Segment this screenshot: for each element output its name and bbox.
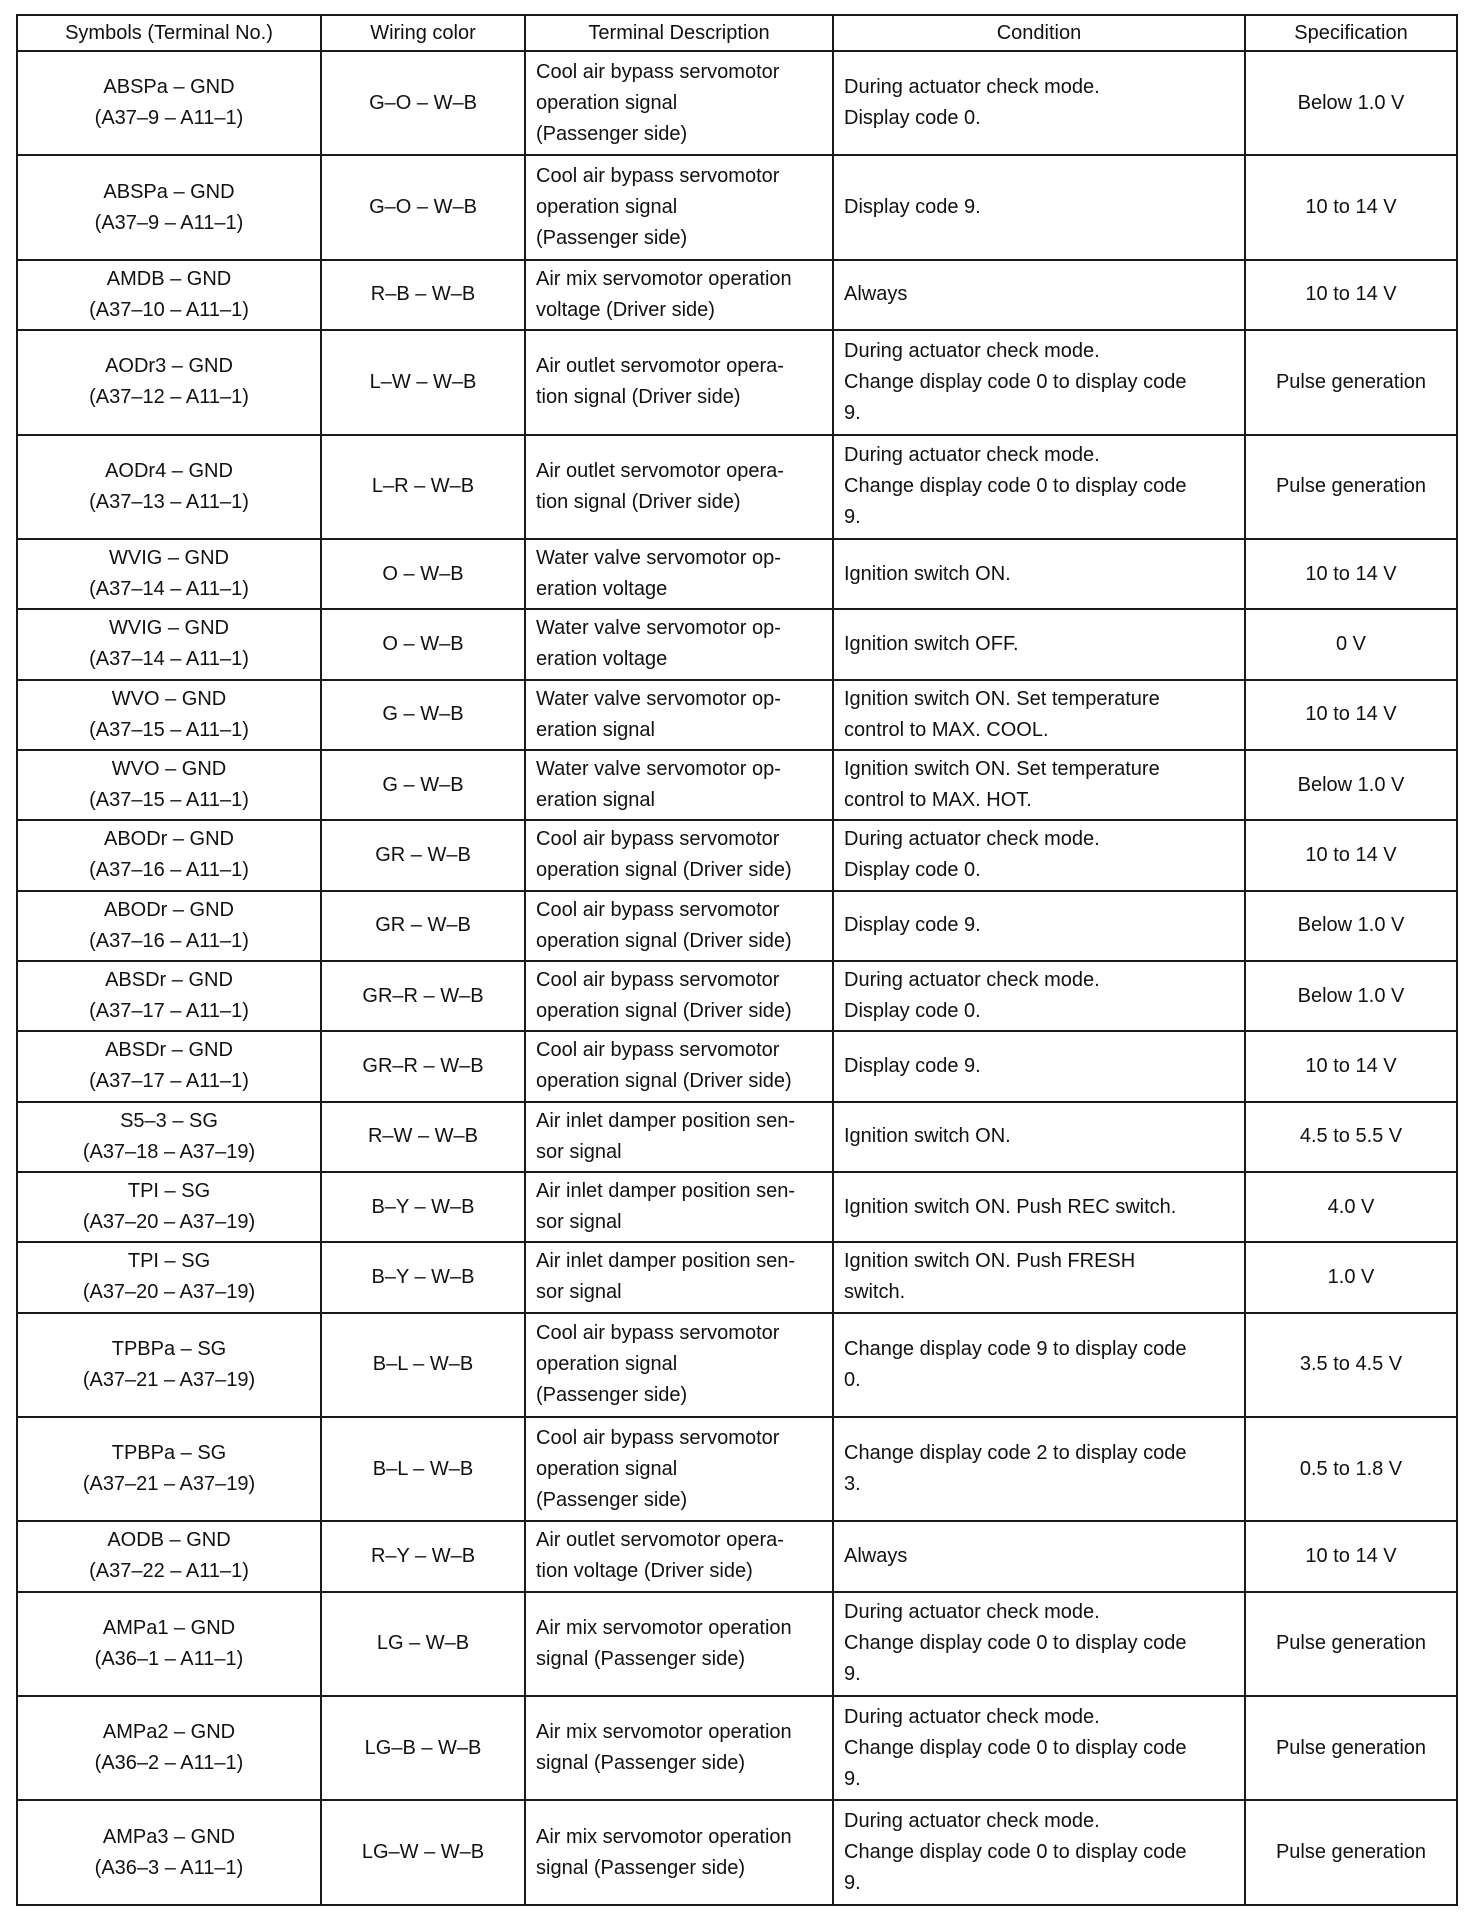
condition-cell [833,435,1245,539]
condition-cell-line: 3. [844,1473,861,1496]
condition-cell-line: 0. [844,1368,861,1391]
condition-cell-line: During actuator check mode. [844,444,1100,467]
symbol-cell-line: (A37–16 – A11–1) [89,929,249,952]
condition-cell-line: Ignition switch ON. Set temperature [844,687,1160,710]
specification-cell: 10 to 14 V [1245,155,1457,259]
symbol-cell [17,750,321,820]
description-cell-line: (Passenger side) [536,1384,688,1407]
condition-cell [833,1031,1245,1101]
description-cell-line: signal (Passenger side) [536,1752,745,1775]
condition-cell-line: During actuator check mode. [844,1810,1100,1833]
condition-cell-line: Change display code 0 to display code [844,1841,1187,1864]
symbol-cell-line: WVO – GND [111,758,227,781]
condition-cell [833,1800,1245,1905]
symbol-cell-line: (A37–10 – A11–1) [89,298,249,321]
condition-cell [833,1172,1245,1242]
terminal-spec-table [16,14,1458,1906]
symbol-cell-line: WVIG – GND [108,617,229,640]
description-cell [525,1031,833,1101]
table-row [17,680,1457,750]
condition-cell [833,1696,1245,1800]
description-cell [525,155,833,259]
condition-cell-line: Ignition switch ON. Push FRESH [844,1250,1136,1273]
condition-cell-line: control to MAX. COOL. [844,718,1049,741]
symbol-cell-line: (A37–9 – A11–1) [94,211,244,234]
symbol-cell [17,1521,321,1591]
symbol-cell [17,820,321,890]
description-cell-line: Water valve servomotor op- [536,547,781,570]
specification-cell: 4.5 to 5.5 V [1245,1102,1457,1172]
description-cell [525,1521,833,1591]
description-cell-line: Cool air bypass servomotor [536,1039,780,1062]
description-cell-line: sor signal [536,1140,622,1163]
symbol-cell [17,330,321,434]
table-row [17,750,1457,820]
description-cell-line: Air inlet damper position sen- [536,1109,796,1132]
symbol-cell [17,891,321,961]
wiring-color-cell: R–W – W–B [321,1102,525,1172]
description-cell-line: Air mix servomotor operation [536,1721,792,1744]
condition-cell-line: Change display code 0 to display code [844,475,1187,498]
condition-cell-line: switch. [844,1281,906,1304]
wiring-color-cell: GR – W–B [321,820,525,890]
wiring-color-cell: G – W–B [321,750,525,820]
condition-cell-line: Ignition switch ON. Push REC switch. [844,1195,1177,1218]
specification-cell: Pulse generation [1245,435,1457,539]
condition-cell-line: Change display code 0 to display code [844,370,1187,393]
description-cell-line: operation signal (Driver side) [536,929,792,952]
description-cell [525,539,833,609]
symbol-cell-line: TPI – SG [127,1180,211,1202]
symbol-cell-line: AODr3 – GND [105,355,233,378]
description-cell [525,1696,833,1800]
table-header-row [17,15,1457,51]
description-cell [525,891,833,961]
symbol-cell-line: ABODr – GND [103,898,235,921]
symbol-cell-line: ABSPa – GND [103,76,235,99]
symbol-cell [17,1313,321,1417]
symbol-cell-line: (A37–13 – A11–1) [89,490,249,513]
condition-cell-line: During actuator check mode. [844,339,1100,362]
specification-cell: 10 to 14 V [1245,820,1457,890]
symbol-cell-line: (A37–21 – A37–19) [82,1473,256,1496]
description-cell-line: eration signal [536,789,655,812]
description-cell-line: operation signal [536,196,678,219]
condition-cell-line: Display code 0. [844,107,981,130]
condition-cell [833,1242,1245,1312]
description-cell-line: Air mix servomotor operation [536,267,792,290]
specification-cell: 0 V [1245,609,1457,679]
wiring-color-cell: LG – W–B [321,1592,525,1696]
table-row [17,330,1457,434]
description-cell [525,820,833,890]
symbol-cell-line: (A37–20 – A37–19) [82,1211,256,1233]
description-cell-line: Air inlet damper position sen- [536,1180,796,1202]
condition-cell-line: Ignition switch ON. [844,562,1011,585]
description-cell-line: tion signal (Driver side) [536,386,741,409]
specification-cell: Pulse generation [1245,1592,1457,1696]
table-row [17,1102,1457,1172]
description-cell-line: tion signal (Driver side) [536,490,741,513]
specification-cell: Pulse generation [1245,1696,1457,1800]
symbol-cell-line: (A37–16 – A11–1) [89,859,249,882]
description-cell-line: tion voltage (Driver side) [536,1560,753,1583]
symbol-cell [17,680,321,750]
condition-cell-line: Display code 9. [844,914,981,937]
description-cell-line: signal (Passenger side) [536,1647,745,1670]
symbol-cell-line: TPBPa – SG [111,1442,227,1465]
description-cell-line: Air outlet servomotor opera- [536,459,784,482]
wiring-color-cell: G–O – W–B [321,155,525,259]
description-cell-line: (Passenger side) [536,227,688,250]
description-cell-line: eration signal [536,718,655,741]
condition-cell-line: 9. [844,401,861,424]
condition-cell [833,680,1245,750]
header-symbols: Symbols (Terminal No.) [17,15,321,51]
wiring-color-cell: R–B – W–B [321,260,525,330]
symbol-cell-line: AMPa2 – GND [102,1721,236,1744]
description-cell-line: Air inlet damper position sen- [536,1250,796,1273]
wiring-color-cell: GR–R – W–B [321,961,525,1031]
condition-cell-line: Display code 9. [844,1054,981,1077]
description-cell-line: Cool air bypass servomotor [536,969,780,992]
condition-cell [833,51,1245,155]
specification-cell: 10 to 14 V [1245,539,1457,609]
description-cell [525,260,833,330]
description-cell-line: Cool air bypass servomotor [536,1322,780,1345]
header-specification: Specification [1245,15,1457,51]
symbol-cell-line: (A37–17 – A11–1) [89,1070,249,1093]
condition-cell [833,539,1245,609]
specification-cell: Below 1.0 V [1245,750,1457,820]
condition-cell-line: Always [844,283,908,306]
table-row [17,1242,1457,1312]
description-cell-line: operation signal (Driver side) [536,1070,792,1093]
condition-cell-line: 9. [844,1767,861,1790]
description-cell-line: Cool air bypass servomotor [536,60,780,83]
symbol-cell-line: TPI – SG [127,1250,211,1273]
condition-cell [833,260,1245,330]
table-row [17,1696,1457,1800]
condition-cell [833,1417,1245,1521]
specification-cell: 0.5 to 1.8 V [1245,1417,1457,1521]
specification-cell: Pulse generation [1245,330,1457,434]
symbol-cell-line: (A37–20 – A37–19) [82,1281,256,1304]
description-cell-line: Cool air bypass servomotor [536,828,780,851]
symbol-cell-line: WVIG – GND [108,547,229,570]
symbol-cell-line: (A37–15 – A11–1) [89,718,249,741]
condition-cell [833,155,1245,259]
wiring-color-cell: LG–B – W–B [321,1696,525,1800]
symbol-cell-line: (A37–18 – A37–19) [82,1140,256,1163]
condition-cell [833,961,1245,1031]
condition-cell-line: control to MAX. HOT. [844,789,1032,812]
description-cell-line: Water valve servomotor op- [536,617,781,640]
symbol-cell [17,260,321,330]
description-cell [525,609,833,679]
symbol-cell [17,1592,321,1696]
wiring-color-cell: GR – W–B [321,891,525,961]
condition-cell-line: Display code 0. [844,1000,981,1023]
specification-cell: 10 to 14 V [1245,260,1457,330]
description-cell-line: (Passenger side) [536,122,688,145]
description-cell [525,435,833,539]
symbol-cell-line: AMDB – GND [106,267,232,290]
wiring-color-cell: B–Y – W–B [321,1172,525,1242]
description-cell-line: signal (Passenger side) [536,1856,745,1879]
wiring-color-cell: LG–W – W–B [321,1800,525,1905]
condition-cell [833,330,1245,434]
description-cell [525,330,833,434]
description-cell-line: eration voltage [536,578,668,601]
description-cell-line: operation signal [536,1353,678,1376]
condition-cell [833,1102,1245,1172]
description-cell-line: Air mix servomotor operation [536,1616,792,1639]
symbol-cell-line: AMPa3 – GND [102,1825,236,1848]
wiring-color-cell: L–W – W–B [321,330,525,434]
table-row [17,1800,1457,1905]
symbol-cell [17,1696,321,1800]
table-row [17,1417,1457,1521]
symbol-cell-line: AODB – GND [107,1529,231,1552]
table-row [17,1031,1457,1101]
specification-cell: Below 1.0 V [1245,891,1457,961]
description-cell [525,750,833,820]
description-cell [525,1313,833,1417]
description-cell-line: Air mix servomotor operation [536,1825,792,1848]
table-row [17,961,1457,1031]
table-row [17,539,1457,609]
symbol-cell-line: ABODr – GND [103,828,235,851]
symbol-cell [17,155,321,259]
condition-cell-line: Change display code 0 to display code [844,1632,1187,1655]
condition-cell-line: Always [844,1544,908,1567]
description-cell-line: Cool air bypass servomotor [536,165,780,188]
symbol-cell [17,1242,321,1312]
wiring-color-cell: O – W–B [321,609,525,679]
condition-cell-line: Ignition switch ON. Set temperature [844,758,1160,781]
condition-cell-line: During actuator check mode. [844,1601,1100,1624]
description-cell-line: (Passenger side) [536,1488,688,1511]
wiring-color-cell: L–R – W–B [321,435,525,539]
description-cell-line: operation signal (Driver side) [536,859,792,882]
description-cell-line: eration voltage [536,648,668,671]
wiring-color-cell: R–Y – W–B [321,1521,525,1591]
condition-cell [833,609,1245,679]
wiring-color-cell: O – W–B [321,539,525,609]
symbol-cell [17,609,321,679]
description-cell-line: sor signal [536,1211,622,1233]
symbol-cell-line: (A36–1 – A11–1) [94,1647,244,1670]
condition-cell [833,1521,1245,1591]
symbol-cell-line: S5–3 – SG [120,1109,218,1132]
header-condition: Condition [833,15,1245,51]
condition-cell-line: Ignition switch OFF. [844,632,1019,655]
description-cell-line: Air outlet servomotor opera- [536,355,784,378]
description-cell [525,1417,833,1521]
description-cell-line: operation signal [536,91,678,114]
condition-cell-line: During actuator check mode. [844,76,1100,99]
table-row [17,1313,1457,1417]
symbol-cell-line: ABSPa – GND [103,180,235,203]
specification-cell: 1.0 V [1245,1242,1457,1312]
symbol-cell [17,961,321,1031]
symbol-cell-line: ABSDr – GND [105,969,233,992]
description-cell [525,1592,833,1696]
table-row [17,1172,1457,1242]
table-row [17,820,1457,890]
symbol-cell-line: (A36–3 – A11–1) [94,1856,244,1879]
condition-cell-line: During actuator check mode. [844,1705,1100,1728]
condition-cell-line: 9. [844,506,861,529]
condition-cell-line: 9. [844,1872,861,1895]
symbol-cell [17,435,321,539]
condition-cell-line: 9. [844,1663,861,1686]
symbol-cell-line: WVO – GND [111,687,227,710]
description-cell-line: Water valve servomotor op- [536,758,781,781]
symbol-cell [17,51,321,155]
description-cell [525,51,833,155]
condition-cell [833,1313,1245,1417]
wiring-color-cell: GR–R – W–B [321,1031,525,1101]
condition-cell-line: Change display code 2 to display code [844,1442,1187,1465]
description-cell-line: Cool air bypass servomotor [536,1426,780,1449]
table-row [17,609,1457,679]
wiring-color-cell: G – W–B [321,680,525,750]
condition-cell-line: Ignition switch ON. [844,1125,1011,1148]
table-row [17,51,1457,155]
condition-cell-line: Display code 0. [844,859,981,882]
symbol-cell-line: (A37–12 – A11–1) [89,386,249,409]
condition-cell [833,750,1245,820]
symbol-cell-line: TPBPa – SG [111,1337,227,1360]
symbol-cell-line: (A37–21 – A37–19) [82,1368,256,1391]
table-row [17,1592,1457,1696]
table-row [17,155,1457,259]
condition-cell-line: Change display code 0 to display code [844,1736,1187,1759]
symbol-cell-line: (A37–22 – A11–1) [89,1560,249,1583]
specification-cell: 10 to 14 V [1245,1521,1457,1591]
description-cell-line: operation signal [536,1457,678,1480]
condition-cell [833,1592,1245,1696]
symbol-cell [17,1031,321,1101]
specification-cell: Pulse generation [1245,1800,1457,1905]
specification-cell: Below 1.0 V [1245,961,1457,1031]
symbol-cell-line: AMPa1 – GND [102,1616,236,1639]
description-cell [525,1800,833,1905]
description-cell [525,961,833,1031]
symbol-cell-line: (A36–2 – A11–1) [94,1752,244,1775]
description-cell [525,1172,833,1242]
condition-cell [833,820,1245,890]
condition-cell-line: During actuator check mode. [844,969,1100,992]
condition-cell-line: Change display code 9 to display code [844,1337,1187,1360]
description-cell [525,1102,833,1172]
symbol-cell-line: (A37–17 – A11–1) [89,1000,249,1023]
wiring-color-cell: B–L – W–B [321,1417,525,1521]
header-terminal-description: Terminal Description [525,15,833,51]
specification-cell: 10 to 14 V [1245,1031,1457,1101]
symbol-cell-line: ABSDr – GND [105,1039,233,1062]
description-cell-line: sor signal [536,1281,622,1304]
description-cell-line: Cool air bypass servomotor [536,898,780,921]
wiring-color-cell: B–Y – W–B [321,1242,525,1312]
symbol-cell-line: (A37–9 – A11–1) [94,107,244,130]
description-cell-line: voltage (Driver side) [536,298,715,321]
specification-cell: 4.0 V [1245,1172,1457,1242]
description-cell [525,1242,833,1312]
specification-cell: 3.5 to 4.5 V [1245,1313,1457,1417]
table-row [17,435,1457,539]
table-row [17,260,1457,330]
symbol-cell [17,1102,321,1172]
symbol-cell [17,1417,321,1521]
symbol-cell-line: (A37–14 – A11–1) [89,578,249,601]
wiring-color-cell: B–L – W–B [321,1313,525,1417]
condition-cell-line: During actuator check mode. [844,828,1100,851]
condition-cell [833,891,1245,961]
symbol-cell [17,1172,321,1242]
header-wiring-color: Wiring color [321,15,525,51]
symbol-cell [17,539,321,609]
wiring-color-cell: G–O – W–B [321,51,525,155]
symbol-cell-line: (A37–15 – A11–1) [89,789,249,812]
description-cell-line: operation signal (Driver side) [536,1000,792,1023]
specification-cell: 10 to 14 V [1245,680,1457,750]
table-row [17,891,1457,961]
table-body [17,51,1457,1905]
symbol-cell-line: (A37–14 – A11–1) [89,648,249,671]
description-cell-line: Air outlet servomotor opera- [536,1529,784,1552]
symbol-cell [17,1800,321,1905]
description-cell-line: Water valve servomotor op- [536,687,781,710]
specification-cell: Below 1.0 V [1245,51,1457,155]
table-row [17,1521,1457,1591]
condition-cell-line: Display code 9. [844,196,981,219]
symbol-cell-line: AODr4 – GND [105,459,233,482]
description-cell [525,680,833,750]
